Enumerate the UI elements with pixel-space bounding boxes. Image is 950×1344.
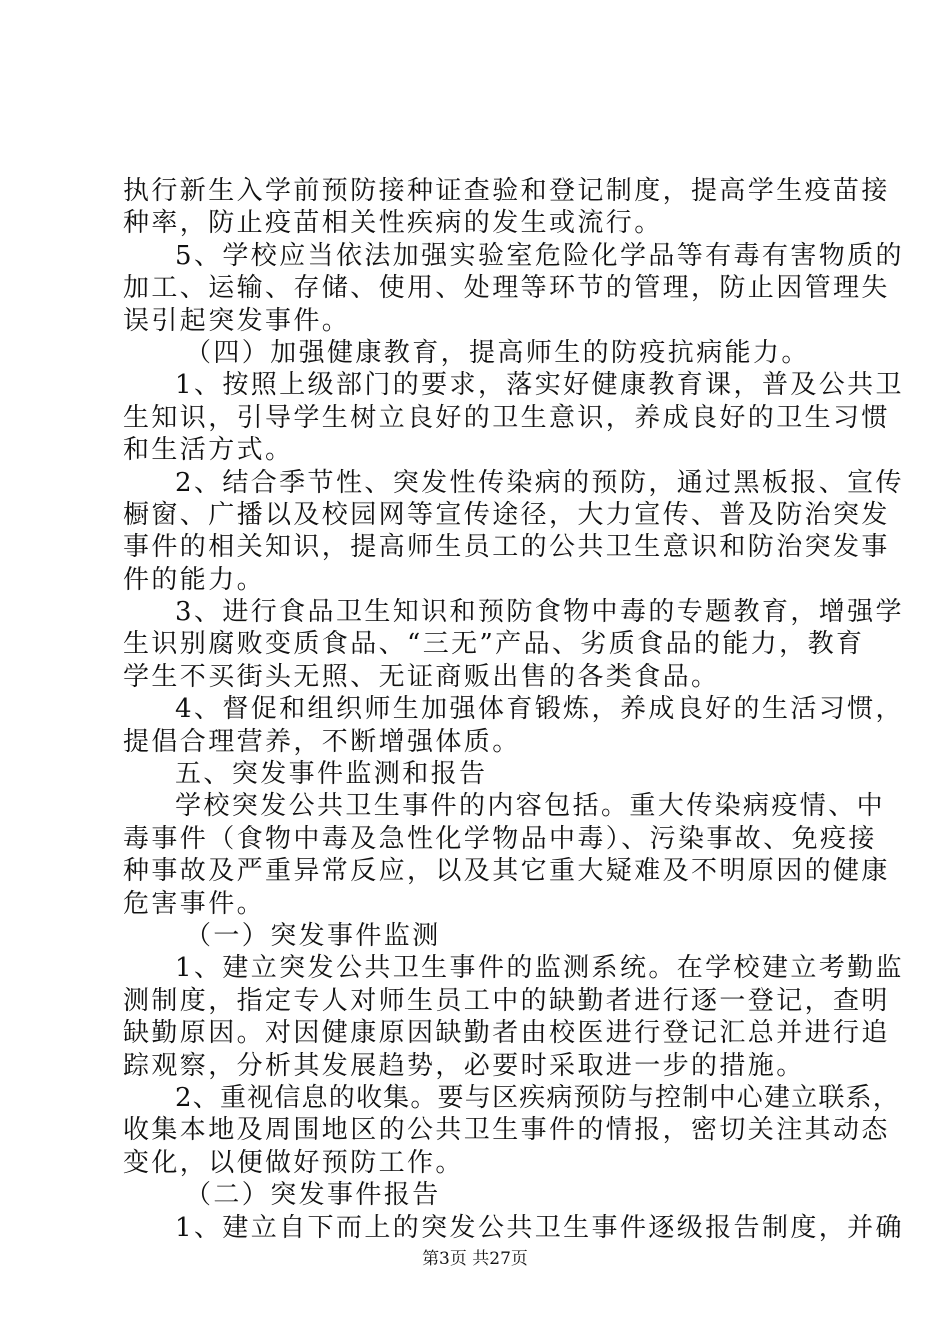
paragraph-line: 踪观察，分析其发展趋势，必要时采取进一步的措施。 [123,1050,805,1081]
paragraph-line: 5、学校应当依法加强实验室危险化学品等有毒有害物质的 [175,240,904,271]
paragraph-line: 毒事件（食物中毒及急性化学物品中毒）、污染事故、免疫接 [123,823,877,854]
section-heading: （二）突发事件报告 [185,1180,441,1211]
section-heading: 五、突发事件监测和报告 [175,759,488,790]
paragraph-line: 学生不买街头无照、无证商贩出售的各类食品。 [123,661,720,692]
paragraph-line: 4、督促和组织师生加强体育锻炼，养成良好的生活习惯， [175,694,904,725]
paragraph-line: 提倡合理营养，不断增强体质。 [123,726,521,757]
paragraph-line: 学校突发公共卫生事件的内容包括。重大传染病疫情、中 [175,791,886,822]
paragraph-line: 2、结合季节性、突发性传染病的预防，通过黑板报、宣传 [175,467,904,498]
paragraph-line: 危害事件。 [123,888,266,919]
paragraph-line: 变化，以便做好预防工作。 [123,1147,464,1178]
paragraph-line: 种事故及严重异常反应，以及其它重大疑难及不明原因的健康 [123,856,890,887]
paragraph-line: 3、进行食品卫生知识和预防食物中毒的专题教育，增强学 [175,597,904,628]
paragraph-line: 1、按照上级部门的要求，落实好健康教育课，普及公共卫 [175,370,904,401]
document-body [123,175,904,1244]
paragraph-line: 执行新生入学前预防接种证查验和登记制度，提高学生疫苗接 [123,176,890,206]
paragraph-line: 件的能力。 [123,564,266,595]
paragraph-line: 事件的相关知识，提高师生员工的公共卫生意识和防治突发事 [123,532,890,563]
paragraph-line: 误引起突发事件。 [123,305,351,336]
paragraph-line: 缺勤原因。对因健康原因缺勤者由校医进行登记汇总并进行追 [123,1018,890,1049]
paragraph-line: 2、重视信息的收集。要与区疾病预防与控制中心建立联系， [175,1082,900,1113]
paragraph-line: 1、建立突发公共卫生事件的监测系统。在学校建立考勤监 [175,953,904,984]
paragraph-line: 橱窗、广播以及校园网等宣传途径，大力宣传、普及防治突发 [123,499,890,530]
paragraph-line: 生知识，引导学生树立良好的卫生意识，养成良好的卫生习惯 [123,402,890,433]
paragraph-line: 1、建立自下而上的突发公共卫生事件逐级报告制度，并确 [175,1212,904,1243]
section-heading: （一）突发事件监测 [185,920,441,951]
page-number-footer: 第3页 共27页 [422,1249,528,1269]
paragraph-line: 收集本地及周围地区的公共卫生事件的情报，密切关注其动态 [123,1115,890,1146]
paragraph-line: 加工、运输、存储、使用、处理等环节的管理，防止因管理失 [123,273,890,304]
paragraph-line: 和生活方式。 [123,435,294,466]
paragraph-line: 种率，防止疫苗相关性疾病的发生或流行。 [123,208,663,239]
paragraph-line: 生识别腐败变质食品、“三无”产品、劣质食品的能力，教育 [123,629,865,660]
section-heading: （四）加强健康教育，提高师生的防疫抗病能力。 [185,337,810,368]
paragraph-line: 测制度，指定专人对师生员工中的缺勤者进行逐一登记，查明 [123,985,890,1016]
